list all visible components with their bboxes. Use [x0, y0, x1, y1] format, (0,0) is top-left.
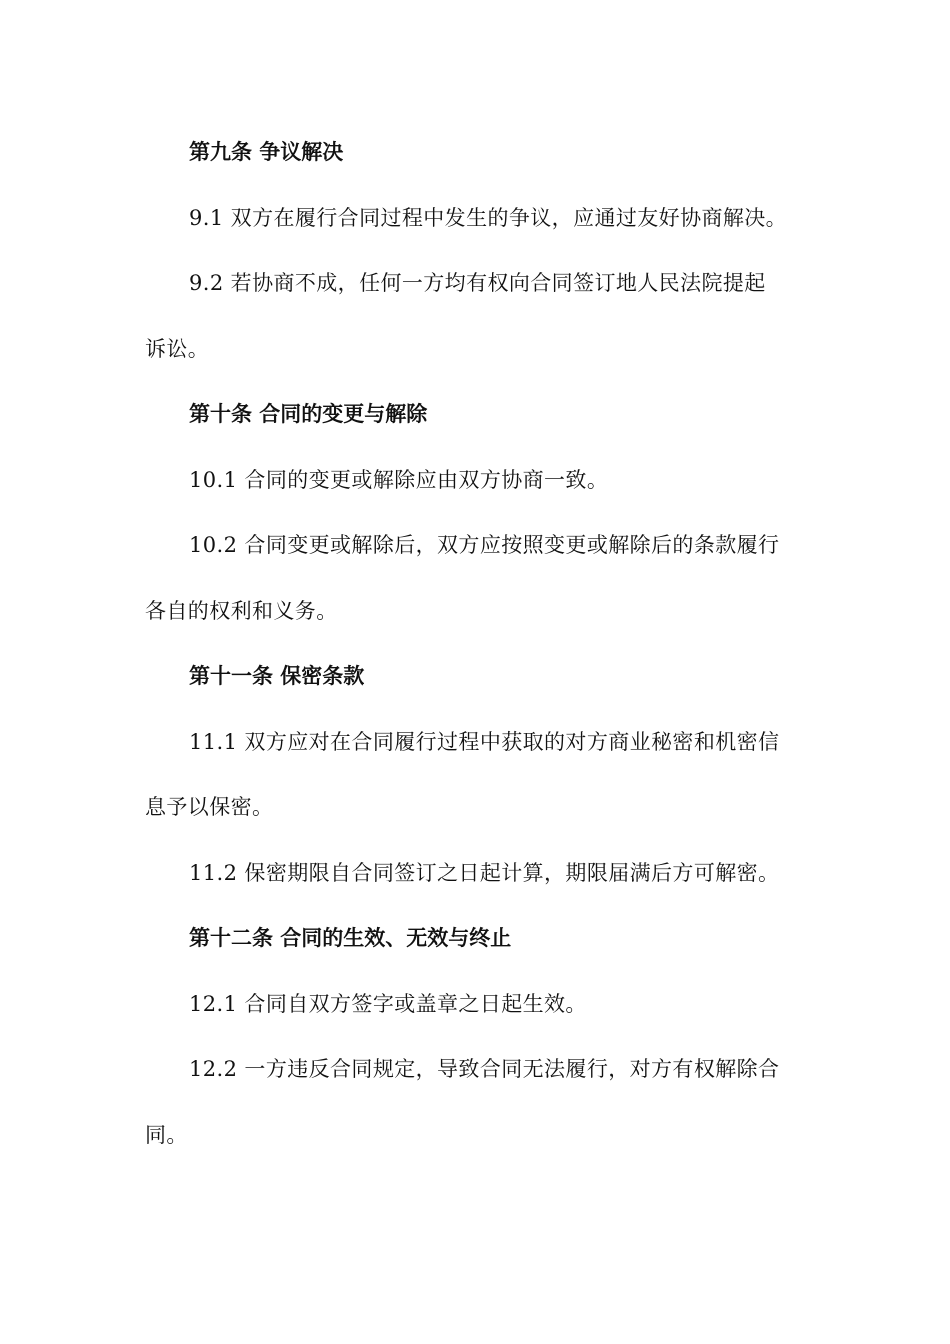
clause-12-2: 12.2 一方违反合同规定，导致合同无法履行，对方有权解除合 — [189, 1057, 780, 1081]
clause-10-2-continuation: 各自的权利和义务。 — [145, 598, 338, 623]
clause-11-1-continuation: 息予以保密。 — [145, 795, 274, 819]
section-heading: 第九条 争议解决 — [189, 140, 344, 164]
clause-11-1: 11.1 双方应对在合同履行过程中获取的对方商业秘密和机密信 — [189, 729, 780, 754]
clause-12-2-continuation: 同。 — [145, 1122, 188, 1147]
document-body — [145, 131, 807, 1179]
clause-9-1: 9.1 双方在履行合同过程中发生的争议，应通过友好协商解决。 — [189, 205, 788, 230]
section-heading: 第十条 合同的变更与解除 — [189, 402, 428, 426]
clause-10-2: 10.2 合同变更或解除后，双方应按照变更或解除后的条款履行 — [189, 533, 780, 557]
clause-10-1: 10.1 合同的变更或解除应由双方协商一致。 — [189, 467, 609, 492]
clause-9-2-continuation: 诉讼。 — [145, 336, 210, 361]
clause-9-2: 9.2 若协商不成，任何一方均有权向合同签订地人民法院提起 — [189, 271, 766, 295]
clause-11-2: 11.2 保密期限自合同签订之日起计算，期限届满后方可解密。 — [189, 860, 780, 885]
clause-12-1: 12.1 合同自双方签字或盖章之日起生效。 — [189, 991, 587, 1016]
section-heading: 第十二条 合同的生效、无效与终止 — [189, 926, 512, 950]
section-heading: 第十一条 保密条款 — [189, 664, 365, 688]
